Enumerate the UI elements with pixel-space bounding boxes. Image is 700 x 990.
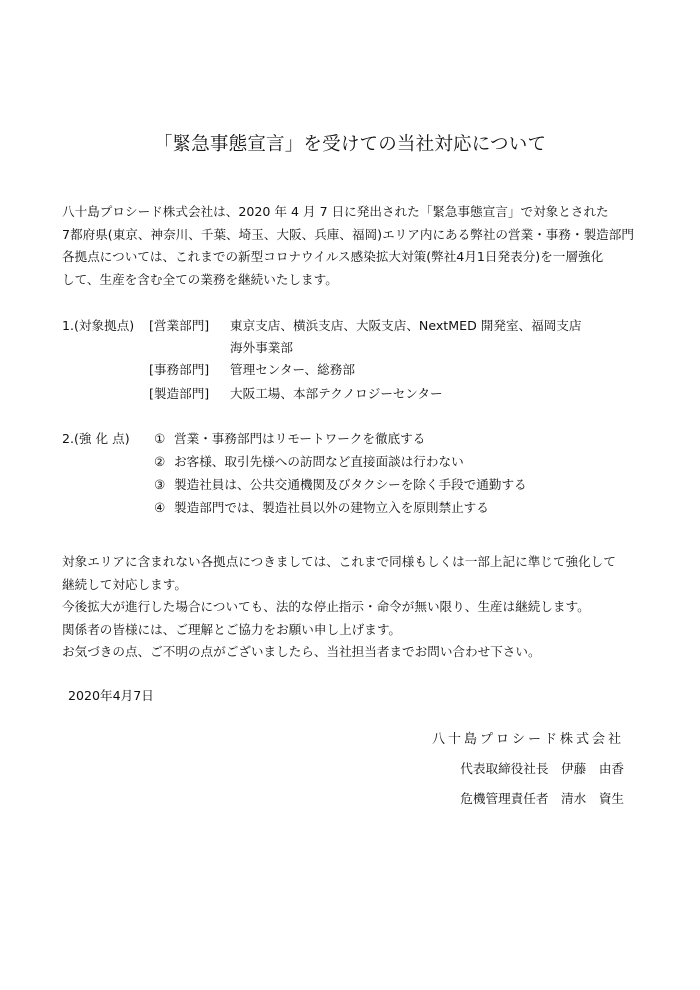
intro-line: 八十島プロシード株式会社は、2020 年 4 月 7 日に発出された「緊急事態宣言」で対象とされた	[62, 204, 609, 219]
intro-line: 各拠点については、これまでの新型コロナウイルス感染拡大対策(弊社4月1日発表分)を一層強化	[62, 249, 604, 264]
company-name: 八十島プロシード株式会社	[431, 732, 624, 747]
section-heading: 1.(対象拠点)	[62, 318, 135, 333]
department-label: [事務部門]	[149, 362, 210, 377]
item-number: ③	[154, 477, 166, 492]
section-reinforcement-points	[62, 428, 672, 523]
item-text: お客様、取引先様への訪問など直接面談は行わない	[174, 454, 464, 469]
item-text: 製造社員は、公共交通機関及びタクシーを除く手段で通勤する	[174, 477, 527, 492]
item-number: ④	[154, 500, 166, 515]
item-text: 製造部門では、製造社員以外の建物立入を原則禁止する	[174, 500, 489, 515]
department-label: [営業部門]	[149, 318, 210, 333]
closing-line: 関係者の皆様には、ご理解とご協力をお願い申し上げます。	[62, 621, 402, 637]
risk-manager-signature: 危機管理責任者 清水 資生	[460, 791, 624, 806]
item-text: 営業・事務部門はリモートワークを徹底する	[174, 431, 426, 446]
department-locations: 大阪工場、本部テクノロジーセンター	[230, 386, 443, 401]
closing-line: 今後拡大が進行した場合についても、法的な停止指示・命令が無い限り、生産は継続します。	[62, 599, 590, 614]
intro-line: 7都府県(東京、神奈川、千葉、埼玉、大阪、兵庫、福岡)エリア内にある弊社の営業・事務・製造部門	[62, 226, 634, 242]
closing-line: 対象エリアに含まれない各拠点につきましては、これまで同様もしくは一部上記に準じて強化して	[62, 554, 616, 569]
closing-paragraph	[62, 551, 662, 664]
department-locations: 東京支店、横浜支店、大阪支店、NextMED 開発室、福岡支店	[230, 318, 582, 333]
closing-line: 継続して対応します。	[62, 576, 187, 592]
item-number: ②	[154, 454, 166, 469]
document-date: 2020年4月7日	[68, 688, 154, 703]
section-target-locations	[62, 315, 672, 415]
intro-line: して、生産を含む全ての業務を継続いたします。	[62, 271, 338, 287]
department-locations: 海外事業部	[230, 340, 293, 355]
department-locations: 管理センター、総務部	[230, 362, 355, 377]
department-label: [製造部門]	[149, 386, 210, 401]
section-heading: 2.(強 化 点)	[62, 431, 130, 446]
document-title: 「緊急事態宣言」を受けての当社対応について	[153, 134, 547, 155]
ceo-signature: 代表取締役社長 伊藤 由香	[460, 761, 624, 776]
item-number: ①	[154, 431, 166, 446]
intro-paragraph	[62, 201, 662, 291]
closing-line: お気づきの点、ご不明の点がございましたら、当社担当者までお問い合わせ下さい。	[62, 644, 541, 659]
